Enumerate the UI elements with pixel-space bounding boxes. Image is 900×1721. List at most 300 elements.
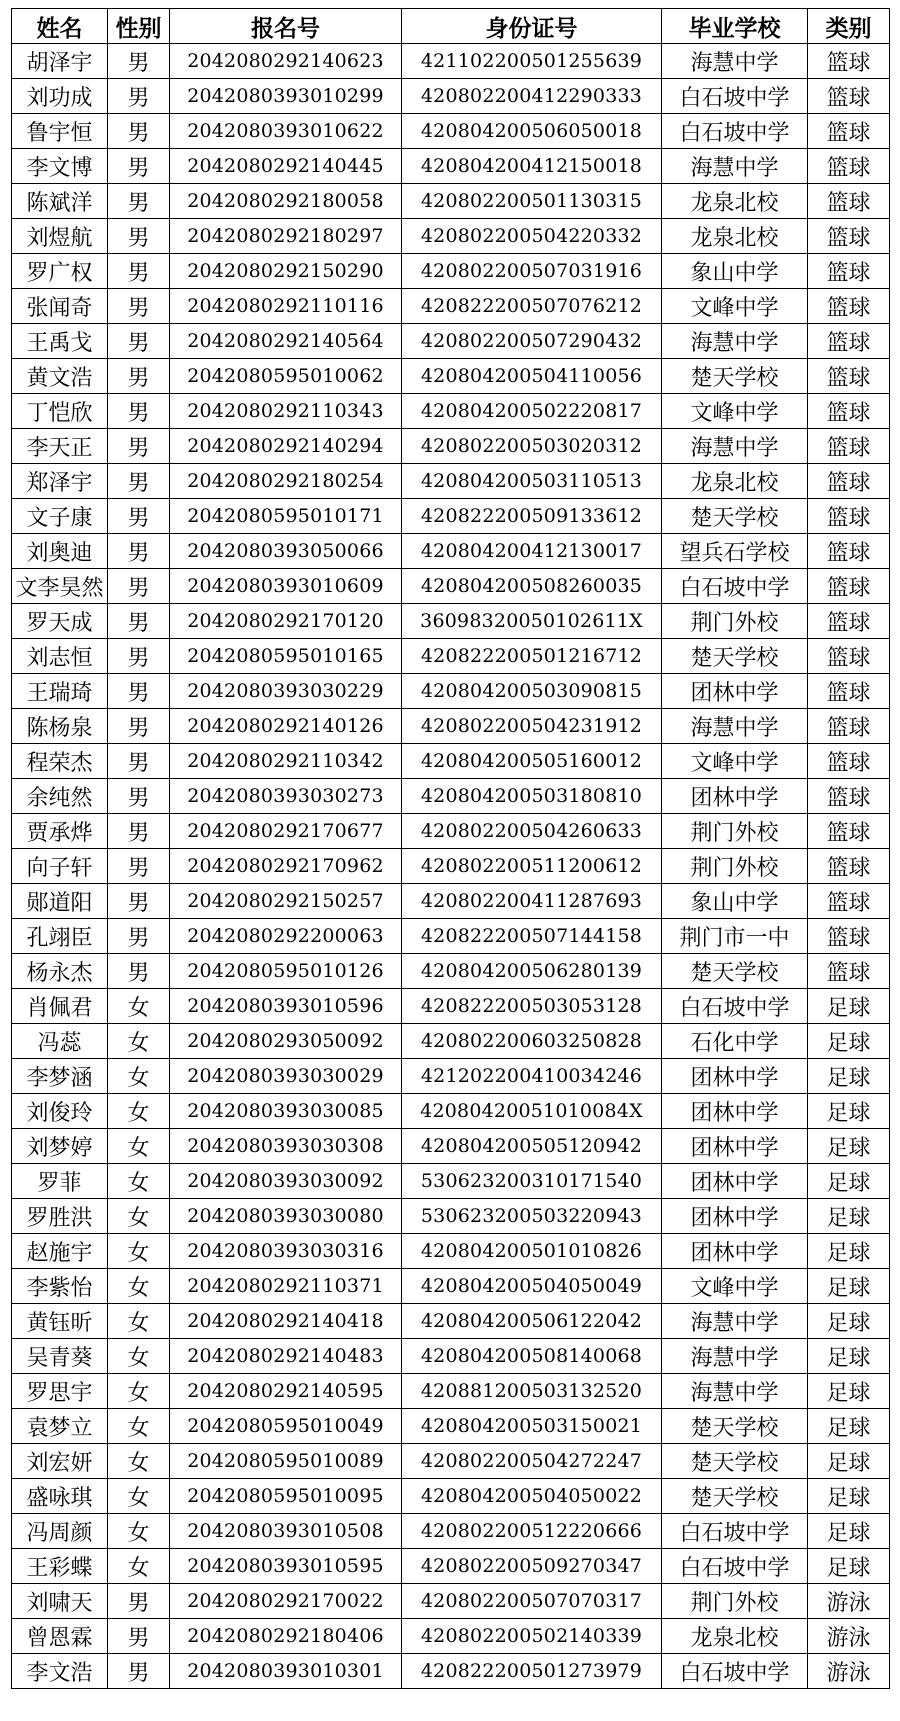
school-cell: 团林中学 (662, 1199, 808, 1234)
id-number-cell: 420804200506280139 (402, 954, 662, 989)
registration-number-cell: 2042080393030092 (170, 1164, 402, 1199)
name-cell: 孔翊臣 (12, 919, 108, 954)
category-cell: 篮球 (808, 429, 890, 464)
gender-cell: 男 (108, 1619, 170, 1654)
category-cell: 篮球 (808, 534, 890, 569)
category-cell: 足球 (808, 1094, 890, 1129)
id-number-cell: 530623200310171540 (402, 1164, 662, 1199)
category-cell: 篮球 (808, 744, 890, 779)
name-cell: 黄文浩 (12, 359, 108, 394)
table-row (12, 1094, 890, 1129)
gender-cell: 男 (108, 114, 170, 149)
school-cell: 龙泉北校 (662, 1619, 808, 1654)
category-cell: 篮球 (808, 184, 890, 219)
header-graduation-school: 毕业学校 (662, 9, 808, 44)
name-cell: 李梦涵 (12, 1059, 108, 1094)
gender-cell: 男 (108, 359, 170, 394)
id-number-cell: 420822200507076212 (402, 289, 662, 324)
table-row (12, 569, 890, 604)
name-cell: 李文浩 (12, 1654, 108, 1689)
registration-number-cell: 2042080292140126 (170, 709, 402, 744)
school-cell: 白石坡中学 (662, 114, 808, 149)
name-cell: 胡泽宇 (12, 44, 108, 79)
registration-number-cell: 2042080393010596 (170, 989, 402, 1024)
gender-cell: 男 (108, 779, 170, 814)
registration-number-cell: 2042080292110342 (170, 744, 402, 779)
name-cell: 郧道阳 (12, 884, 108, 919)
category-cell: 足球 (808, 1339, 890, 1374)
school-cell: 望兵石学校 (662, 534, 808, 569)
id-number-cell: 420802200411287693 (402, 884, 662, 919)
name-cell: 刘宏妍 (12, 1444, 108, 1479)
table-row (12, 114, 890, 149)
registration-number-cell: 2042080595010062 (170, 359, 402, 394)
gender-cell: 男 (108, 709, 170, 744)
category-cell: 足球 (808, 1444, 890, 1479)
registration-number-cell: 2042080292110116 (170, 289, 402, 324)
gender-cell: 男 (108, 1584, 170, 1619)
gender-cell: 男 (108, 604, 170, 639)
id-number-cell: 420804200412130017 (402, 534, 662, 569)
category-cell: 篮球 (808, 814, 890, 849)
registration-number-cell: 2042080393030029 (170, 1059, 402, 1094)
table-row (12, 1444, 890, 1479)
school-cell: 荆门外校 (662, 604, 808, 639)
registration-number-cell: 2042080393010508 (170, 1514, 402, 1549)
name-cell: 冯蕊 (12, 1024, 108, 1059)
gender-cell: 女 (108, 1409, 170, 1444)
registration-number-cell: 2042080292110371 (170, 1269, 402, 1304)
table-row (12, 989, 890, 1024)
school-cell: 白石坡中学 (662, 989, 808, 1024)
registration-number-cell: 2042080292180254 (170, 464, 402, 499)
name-cell: 罗天成 (12, 604, 108, 639)
gender-cell: 男 (108, 919, 170, 954)
category-cell: 足球 (808, 1129, 890, 1164)
category-cell: 篮球 (808, 919, 890, 954)
registration-number-cell: 2042080292180297 (170, 219, 402, 254)
gender-cell: 男 (108, 44, 170, 79)
registration-number-cell: 2042080393010622 (170, 114, 402, 149)
school-cell: 白石坡中学 (662, 1549, 808, 1584)
table-row (12, 1409, 890, 1444)
name-cell: 刘奥迪 (12, 534, 108, 569)
id-number-cell: 420802200507290432 (402, 324, 662, 359)
category-cell: 篮球 (808, 114, 890, 149)
table-row (12, 324, 890, 359)
gender-cell: 女 (108, 1164, 170, 1199)
gender-cell: 男 (108, 674, 170, 709)
school-cell: 团林中学 (662, 1059, 808, 1094)
registration-number-cell: 2042080292140294 (170, 429, 402, 464)
name-cell: 肖佩君 (12, 989, 108, 1024)
category-cell: 篮球 (808, 604, 890, 639)
table-row (12, 534, 890, 569)
gender-cell: 男 (108, 464, 170, 499)
category-cell: 游泳 (808, 1654, 890, 1689)
gender-cell: 男 (108, 884, 170, 919)
header-id-number: 身份证号 (402, 9, 662, 44)
table-row (12, 1199, 890, 1234)
registration-number-cell: 2042080292150257 (170, 884, 402, 919)
registration-number-cell: 2042080292200063 (170, 919, 402, 954)
name-cell: 向子轩 (12, 849, 108, 884)
registration-number-cell: 2042080595010171 (170, 499, 402, 534)
gender-cell: 女 (108, 1374, 170, 1409)
gender-cell: 男 (108, 569, 170, 604)
school-cell: 荆门市一中 (662, 919, 808, 954)
category-cell: 篮球 (808, 324, 890, 359)
gender-cell: 女 (108, 1514, 170, 1549)
gender-cell: 男 (108, 744, 170, 779)
id-number-cell: 420881200503132520 (402, 1374, 662, 1409)
category-cell: 足球 (808, 1479, 890, 1514)
id-number-cell: 420804200505120942 (402, 1129, 662, 1164)
registration-number-cell: 2042080292140418 (170, 1304, 402, 1339)
id-number-cell: 420802200503020312 (402, 429, 662, 464)
table-row (12, 849, 890, 884)
registration-number-cell: 2042080292170962 (170, 849, 402, 884)
table-row (12, 499, 890, 534)
id-number-cell: 420802200512220666 (402, 1514, 662, 1549)
id-number-cell: 420802200504220332 (402, 219, 662, 254)
name-cell: 罗胜洪 (12, 1199, 108, 1234)
table-row (12, 394, 890, 429)
school-cell: 楚天学校 (662, 954, 808, 989)
name-cell: 罗菲 (12, 1164, 108, 1199)
school-cell: 团林中学 (662, 1234, 808, 1269)
school-cell: 荆门外校 (662, 1584, 808, 1619)
id-number-cell: 420804200504050022 (402, 1479, 662, 1514)
school-cell: 荆门外校 (662, 849, 808, 884)
category-cell: 篮球 (808, 639, 890, 674)
name-cell: 杨永杰 (12, 954, 108, 989)
category-cell: 篮球 (808, 394, 890, 429)
roster-body (12, 44, 890, 1689)
table-row (12, 1549, 890, 1584)
gender-cell: 女 (108, 1549, 170, 1584)
table-row (12, 359, 890, 394)
gender-cell: 男 (108, 499, 170, 534)
registration-number-cell: 2042080293050092 (170, 1024, 402, 1059)
name-cell: 余纯然 (12, 779, 108, 814)
gender-cell: 男 (108, 639, 170, 674)
gender-cell: 女 (108, 1234, 170, 1269)
school-cell: 楚天学校 (662, 1444, 808, 1479)
school-cell: 文峰中学 (662, 744, 808, 779)
name-cell: 罗广权 (12, 254, 108, 289)
school-cell: 海慧中学 (662, 324, 808, 359)
category-cell: 篮球 (808, 884, 890, 919)
category-cell: 足球 (808, 989, 890, 1024)
name-cell: 张闻奇 (12, 289, 108, 324)
table-row (12, 814, 890, 849)
registration-number-cell: 2042080292170120 (170, 604, 402, 639)
table-row (12, 1234, 890, 1269)
gender-cell: 女 (108, 989, 170, 1024)
school-cell: 楚天学校 (662, 1479, 808, 1514)
table-row (12, 1024, 890, 1059)
table-row (12, 464, 890, 499)
id-number-cell: 420802200507070317 (402, 1584, 662, 1619)
school-cell: 楚天学校 (662, 359, 808, 394)
registration-number-cell: 2042080292170677 (170, 814, 402, 849)
gender-cell: 女 (108, 1059, 170, 1094)
name-cell: 李天正 (12, 429, 108, 464)
school-cell: 龙泉北校 (662, 219, 808, 254)
category-cell: 足球 (808, 1234, 890, 1269)
name-cell: 刘梦婷 (12, 1129, 108, 1164)
table-row (12, 79, 890, 114)
table-row (12, 219, 890, 254)
school-cell: 荆门外校 (662, 814, 808, 849)
gender-cell: 女 (108, 1339, 170, 1374)
name-cell: 陈斌洋 (12, 184, 108, 219)
table-row (12, 954, 890, 989)
gender-cell: 男 (108, 954, 170, 989)
id-number-cell: 420802200603250828 (402, 1024, 662, 1059)
category-cell: 足球 (808, 1409, 890, 1444)
id-number-cell: 420804200503090815 (402, 674, 662, 709)
category-cell: 篮球 (808, 499, 890, 534)
school-cell: 象山中学 (662, 254, 808, 289)
name-cell: 刘俊玲 (12, 1094, 108, 1129)
school-cell: 海慧中学 (662, 44, 808, 79)
id-number-cell: 36098320050102611X (402, 604, 662, 639)
category-cell: 足球 (808, 1164, 890, 1199)
category-cell: 篮球 (808, 289, 890, 324)
category-cell: 足球 (808, 1549, 890, 1584)
registration-number-cell: 2042080393030316 (170, 1234, 402, 1269)
header-row (12, 9, 890, 44)
category-cell: 篮球 (808, 79, 890, 114)
gender-cell: 男 (108, 814, 170, 849)
category-cell: 游泳 (808, 1584, 890, 1619)
gender-cell: 男 (108, 394, 170, 429)
table-row (12, 639, 890, 674)
category-cell: 篮球 (808, 254, 890, 289)
gender-cell: 男 (108, 184, 170, 219)
category-cell: 篮球 (808, 219, 890, 254)
gender-cell: 男 (108, 534, 170, 569)
category-cell: 篮球 (808, 464, 890, 499)
id-number-cell: 420822200507144158 (402, 919, 662, 954)
registration-number-cell: 2042080292180406 (170, 1619, 402, 1654)
school-cell: 白石坡中学 (662, 1514, 808, 1549)
id-number-cell: 420804200503150021 (402, 1409, 662, 1444)
header-category: 类别 (808, 9, 890, 44)
registration-number-cell: 2042080393010595 (170, 1549, 402, 1584)
category-cell: 篮球 (808, 709, 890, 744)
id-number-cell: 420822200501273979 (402, 1654, 662, 1689)
id-number-cell: 420804200412150018 (402, 149, 662, 184)
category-cell: 足球 (808, 1374, 890, 1409)
school-cell: 石化中学 (662, 1024, 808, 1059)
registration-number-cell: 2042080393030085 (170, 1094, 402, 1129)
table-row (12, 1269, 890, 1304)
name-cell: 丁恺欣 (12, 394, 108, 429)
school-cell: 团林中学 (662, 1094, 808, 1129)
name-cell: 刘志恒 (12, 639, 108, 674)
id-number-cell: 420802200511200612 (402, 849, 662, 884)
table-row (12, 779, 890, 814)
header-name: 姓名 (12, 9, 108, 44)
table-row (12, 184, 890, 219)
school-cell: 海慧中学 (662, 429, 808, 464)
school-cell: 海慧中学 (662, 1304, 808, 1339)
name-cell: 陈杨泉 (12, 709, 108, 744)
id-number-cell: 420804200503110513 (402, 464, 662, 499)
student-roster-table (11, 8, 890, 1689)
table-row (12, 1164, 890, 1199)
id-number-cell: 420802200501130315 (402, 184, 662, 219)
table-row (12, 1619, 890, 1654)
id-number-cell: 420802200504260633 (402, 814, 662, 849)
gender-cell: 女 (108, 1199, 170, 1234)
category-cell: 篮球 (808, 779, 890, 814)
table-row (12, 254, 890, 289)
name-cell: 黄钰昕 (12, 1304, 108, 1339)
id-number-cell: 420802200504272247 (402, 1444, 662, 1479)
registration-number-cell: 2042080595010095 (170, 1479, 402, 1514)
id-number-cell: 420804200508140068 (402, 1339, 662, 1374)
table-row (12, 1304, 890, 1339)
name-cell: 文李昊然 (12, 569, 108, 604)
category-cell: 足球 (808, 1304, 890, 1339)
gender-cell: 女 (108, 1129, 170, 1164)
gender-cell: 女 (108, 1024, 170, 1059)
id-number-cell: 420804200506050018 (402, 114, 662, 149)
roster-sheet (11, 8, 890, 1689)
id-number-cell: 420802200502140339 (402, 1619, 662, 1654)
table-row (12, 884, 890, 919)
header-gender: 性别 (108, 9, 170, 44)
gender-cell: 男 (108, 849, 170, 884)
gender-cell: 男 (108, 79, 170, 114)
school-cell: 楚天学校 (662, 1409, 808, 1444)
id-number-cell: 420804200508260035 (402, 569, 662, 604)
id-number-cell: 420802200504231912 (402, 709, 662, 744)
school-cell: 龙泉北校 (662, 464, 808, 499)
category-cell: 篮球 (808, 359, 890, 394)
school-cell: 楚天学校 (662, 639, 808, 674)
table-row (12, 44, 890, 79)
name-cell: 李文博 (12, 149, 108, 184)
category-cell: 足球 (808, 1199, 890, 1234)
registration-number-cell: 2042080292180058 (170, 184, 402, 219)
id-number-cell: 420804200505160012 (402, 744, 662, 779)
gender-cell: 女 (108, 1269, 170, 1304)
table-row (12, 744, 890, 779)
id-number-cell: 420804200501010826 (402, 1234, 662, 1269)
school-cell: 白石坡中学 (662, 1654, 808, 1689)
table-row (12, 709, 890, 744)
school-cell: 团林中学 (662, 1129, 808, 1164)
gender-cell: 男 (108, 289, 170, 324)
school-cell: 文峰中学 (662, 394, 808, 429)
school-cell: 楚天学校 (662, 499, 808, 534)
gender-cell: 女 (108, 1304, 170, 1339)
table-row (12, 149, 890, 184)
name-cell: 刘煜航 (12, 219, 108, 254)
registration-number-cell: 2042080292150290 (170, 254, 402, 289)
gender-cell: 女 (108, 1444, 170, 1479)
school-cell: 龙泉北校 (662, 184, 808, 219)
registration-number-cell: 2042080292140483 (170, 1339, 402, 1374)
school-cell: 白石坡中学 (662, 569, 808, 604)
category-cell: 篮球 (808, 149, 890, 184)
category-cell: 篮球 (808, 849, 890, 884)
category-cell: 篮球 (808, 954, 890, 989)
gender-cell: 男 (108, 429, 170, 464)
category-cell: 足球 (808, 1059, 890, 1094)
id-number-cell: 420802200412290333 (402, 79, 662, 114)
name-cell: 曾恩霖 (12, 1619, 108, 1654)
registration-number-cell: 2042080393010609 (170, 569, 402, 604)
registration-number-cell: 2042080292140623 (170, 44, 402, 79)
school-cell: 白石坡中学 (662, 79, 808, 114)
registration-number-cell: 2042080393050066 (170, 534, 402, 569)
school-cell: 团林中学 (662, 1164, 808, 1199)
table-row (12, 1654, 890, 1689)
category-cell: 篮球 (808, 674, 890, 709)
table-row (12, 1479, 890, 1514)
table-row (12, 289, 890, 324)
category-cell: 篮球 (808, 44, 890, 79)
table-row (12, 1584, 890, 1619)
id-number-cell: 420804200502220817 (402, 394, 662, 429)
category-cell: 足球 (808, 1024, 890, 1059)
registration-number-cell: 2042080393030229 (170, 674, 402, 709)
registration-number-cell: 2042080292140564 (170, 324, 402, 359)
name-cell: 盛咏琪 (12, 1479, 108, 1514)
name-cell: 冯周颜 (12, 1514, 108, 1549)
gender-cell: 男 (108, 219, 170, 254)
gender-cell: 男 (108, 324, 170, 359)
registration-number-cell: 2042080292110343 (170, 394, 402, 429)
registration-number-cell: 2042080393030308 (170, 1129, 402, 1164)
registration-number-cell: 2042080393010299 (170, 79, 402, 114)
name-cell: 刘功成 (12, 79, 108, 114)
registration-number-cell: 2042080292170022 (170, 1584, 402, 1619)
id-number-cell: 530623200503220943 (402, 1199, 662, 1234)
registration-number-cell: 2042080393030273 (170, 779, 402, 814)
id-number-cell: 420804200504110056 (402, 359, 662, 394)
table-row (12, 1129, 890, 1164)
name-cell: 李紫怡 (12, 1269, 108, 1304)
gender-cell: 男 (108, 149, 170, 184)
school-cell: 海慧中学 (662, 1374, 808, 1409)
name-cell: 赵施宇 (12, 1234, 108, 1269)
gender-cell: 女 (108, 1094, 170, 1129)
table-row (12, 604, 890, 639)
name-cell: 袁梦立 (12, 1409, 108, 1444)
table-row (12, 1514, 890, 1549)
table-row (12, 429, 890, 464)
gender-cell: 男 (108, 1654, 170, 1689)
id-number-cell: 420804200506122042 (402, 1304, 662, 1339)
category-cell: 游泳 (808, 1619, 890, 1654)
name-cell: 郑泽宇 (12, 464, 108, 499)
name-cell: 贾承烨 (12, 814, 108, 849)
table-row (12, 1374, 890, 1409)
table-row (12, 1059, 890, 1094)
category-cell: 足球 (808, 1514, 890, 1549)
id-number-cell: 421202200410034246 (402, 1059, 662, 1094)
id-number-cell: 420802200507031916 (402, 254, 662, 289)
name-cell: 文子康 (12, 499, 108, 534)
gender-cell: 男 (108, 254, 170, 289)
